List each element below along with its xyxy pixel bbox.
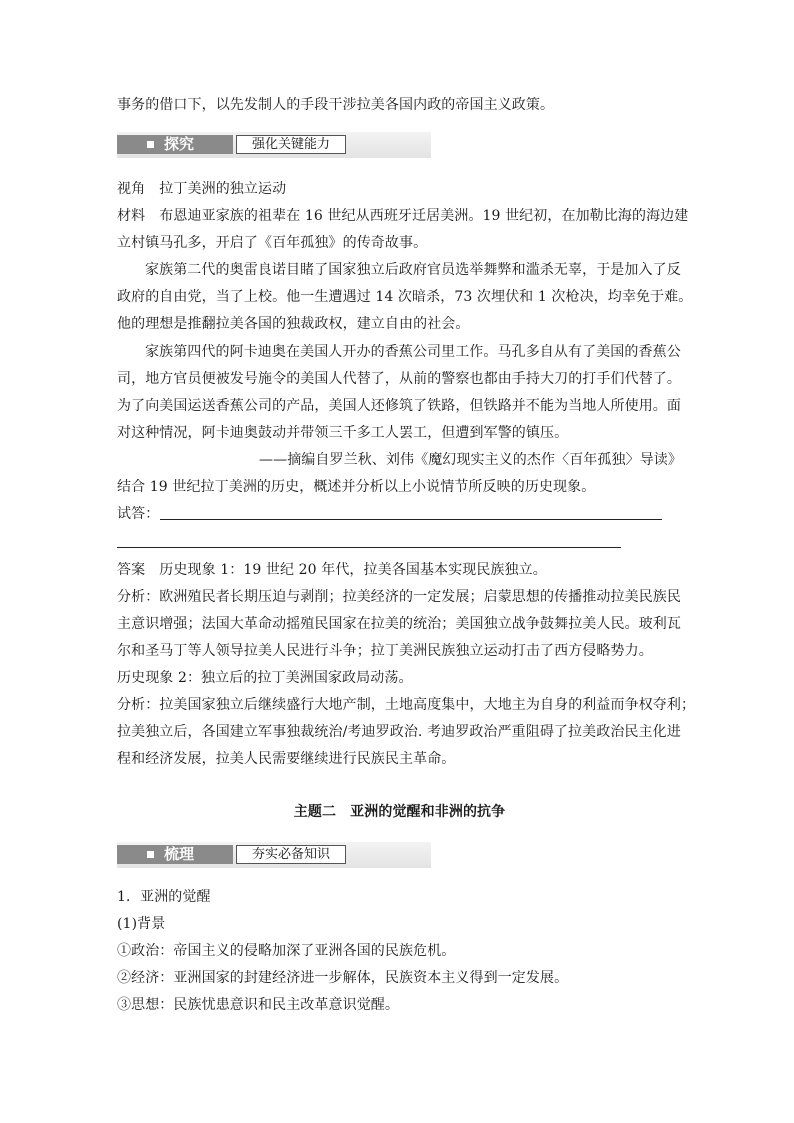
text-line: 他的理想是推翻拉美各国的独裁政权，建立自由的社会。 — [117, 316, 470, 332]
question-prompt: 结合 19 世纪拉丁美洲的历史，概述并分析以上小说情节所反映的历史现象。 — [117, 479, 596, 495]
text-line: 对这种情况，阿卡迪奥鼓动并带领三千多工人罢工，但遭到军警的镇压。 — [117, 425, 569, 441]
text-line: 分析：拉美国家独立后继续盛行大地产制，土地高度集中，大地主为自身的利益而争权夺利； — [117, 697, 696, 713]
text-line: 政府的自由党，当了上校。他一生遭遇过 14 次暗杀，73 次埋伏和 1 次枪决，均幸免于难。 — [117, 289, 693, 305]
section-bar-review — [117, 842, 431, 868]
list-subheading: (1)背景 — [117, 916, 166, 932]
text-line: 程和经济发展，拉美人民需要继续进行民族民主革命。 — [117, 751, 456, 767]
text-line: 立村镇马孔多，开启了《百年孤独》的传奇故事。 — [117, 235, 428, 251]
section-title: 梳理 — [164, 845, 195, 863]
section-title: 探究 — [164, 135, 195, 153]
answer-line[interactable] — [117, 547, 621, 548]
topic-heading: 主题二 亚洲的觉醒和非洲的抗争 — [293, 804, 506, 820]
square-bullet-icon — [147, 141, 154, 148]
text-line: 主意识增强；法国大革命动摇殖民国家在拉美的统治；美国独立战争鼓舞拉美人民。玻利瓦 — [117, 616, 681, 632]
text-line: 分析：欧洲殖民者长期压迫与剥削；拉美经济的一定发展；启蒙思想的传播推动拉美民族民 — [117, 589, 681, 605]
text-line: 材料 布恩迪亚家族的祖辈在 16 世纪从西班牙迁居美洲。19 世纪初，在加勒比海的海边建 — [117, 208, 689, 224]
section-subtitle: 强化关键能力 — [236, 135, 346, 154]
source-citation: ——摘编自罗兰秋、刘伟《魔幻现实主义的杰作〈百年孤独〉导读》 — [259, 452, 682, 468]
text-line: 司，地方官员便被发号施令的美国人代替了，从前的警察也都由手持大刀的打手们代替了。 — [117, 371, 681, 387]
text-line: 家族第四代的阿卡迪奥在美国人开办的香蕉公司里工作。马孔多自从有了美国的香蕉公 — [145, 344, 681, 360]
list-item: ②经济：亚洲国家的封建经济进一步解体，民族资本主义得到一定发展。 — [117, 970, 569, 986]
text-line: 历史现象 2：独立后的拉丁美洲国家政局动荡。 — [117, 670, 413, 686]
list-item: ①政治：帝国主义的侵略加深了亚洲各国的民族危机。 — [117, 943, 456, 959]
section-bar-explore — [117, 132, 431, 158]
section-subtitle: 夯实必备知识 — [236, 845, 346, 864]
answer-label: 试答： — [117, 506, 160, 522]
perspective-heading: 视角 拉丁美洲的独立运动 — [117, 181, 287, 197]
text-line: 拉美独立后，各国建立军事独裁统治/考迪罗政治. 考迪罗政治严重阻碍了拉美政治民主化进 — [117, 724, 681, 740]
square-bullet-icon — [147, 851, 154, 858]
text-line: 为了向美国运送香蕉公司的产品，美国人还修筑了铁路，但铁路并不能为当地人所使用。面 — [117, 398, 681, 414]
answer-text: 答案 历史现象 1：19 世纪 20 年代，拉美各国基本实现民族独立。 — [117, 562, 547, 578]
answer-line[interactable] — [160, 519, 662, 520]
text-line: 事务的借口下，以先发制人的手段干涉拉美各国内政的帝国主义政策。 — [117, 97, 555, 113]
list-heading: 1．亚洲的觉醒 — [117, 889, 211, 905]
text-line: 尔和圣马丁等人领导拉美人民进行斗争；拉丁美洲民族独立运动打击了西方侵略势力。 — [117, 643, 653, 659]
text-line: 家族第二代的奥雷良诺目睹了国家独立后政府官员选举舞弊和滥杀无辜，于是加入了反 — [145, 262, 681, 278]
list-item: ③思想：民族忧患意识和民主改革意识觉醒。 — [117, 997, 399, 1013]
